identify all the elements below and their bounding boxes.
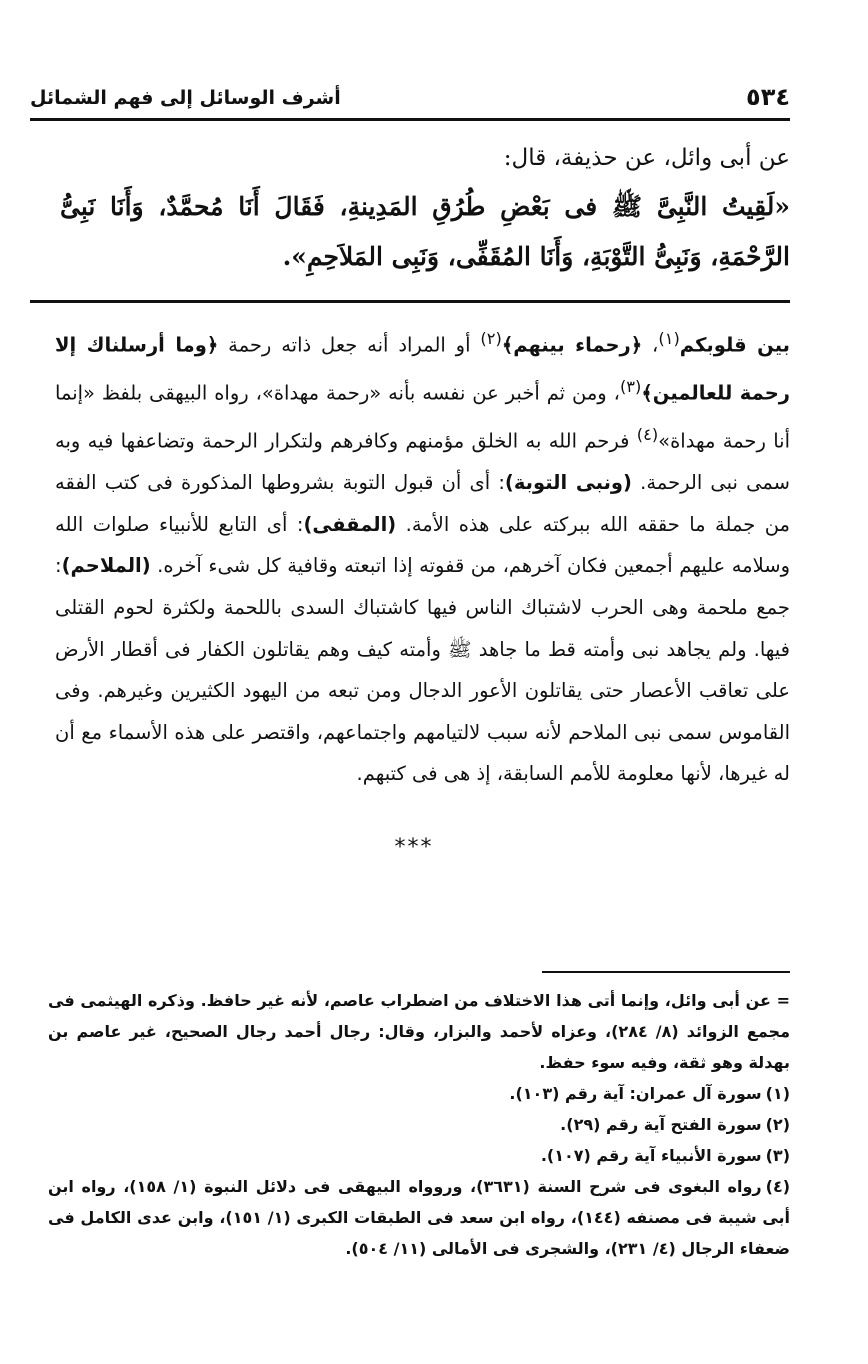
- footnote-item: [48, 1078, 790, 1109]
- hadith-chain: عن أبى وائل، عن حذيفة، قال:: [503, 145, 790, 171]
- footnote-text: سورة الأنبياء آية رقم (١٠٧).: [540, 1146, 762, 1165]
- commentary-text: ، ومن ثم أخبر عن نفسه بأنه «رحمة مهداة»، رواه البيهقى بلفظ «إنما أنا رحمة مهداة»: [55, 381, 790, 453]
- footnote-item: [48, 1171, 790, 1264]
- quran-quote: بين قلوبكم: [679, 333, 790, 357]
- commentary-paragraph: [55, 318, 790, 795]
- footnote-continuation: = عن أبى وائل، وإنما أتى هذا الاختلاف من اضطراب عاصم، لأنه غير حافظ. وذكره الهيثمى فى مجمع الزوائد (٨/ ٢٨٤)، وعزاه لأحمد والبزار، وقال: رجال أحمد رجال الصحيح، غير عاصم بن بهدلة وهو ثقة، وفيه سوء حفظ.: [48, 991, 790, 1072]
- quran-quote: ﴿وما أرسلناك إلا رحمة للعالمين﴾: [55, 333, 790, 405]
- footnote-ref: (١): [658, 329, 680, 348]
- term-heading: (ونبى التوبة): [504, 471, 632, 495]
- section-separator: ***: [394, 835, 434, 860]
- commentary-text: فرحم الله به الخلق مؤمنهم وكافرهم ولتكرار الرحمة وتضاعفها فيه وبه سمى نبى الرحمة.: [55, 429, 791, 495]
- footnote-text: رواه البغوى فى شرح السنة (٣٦٣١)، وروواه البيهقى فى دلائل النبوة (١/ ١٥٨)، رواه ابن أبى شيبة فى مصنفه (١٤٤)، رواه ابن سعد فى الطبقات الكبرى (١/ ١٥١)، وابن عدى الكامل فى ضعفاء الرجال (٤/ ٢٣١)، والشجرى فى الأمالى (١١/ ٥٠٤).: [48, 1177, 791, 1258]
- footnote-number: (٣): [765, 1146, 790, 1165]
- commentary-text: أو المراد أنه جعل ذاته رحمة: [218, 333, 481, 357]
- commentary-text: ،: [642, 333, 659, 357]
- footnote-text: سورة الفتح آية رقم (٢٩).: [560, 1115, 762, 1134]
- footnotes: [48, 985, 790, 1264]
- footnote-rule: [542, 971, 790, 973]
- quran-quote: ﴿رحماء بينهم﴾: [501, 333, 643, 357]
- footnote-text: سورة آل عمران: آية رقم (١٠٣).: [509, 1084, 762, 1103]
- commentary-text: : جمع ملحمة وهى الحرب لاشتباك الناس فيها كاشتباك السدى باللحمة ولكثرة لحوم القتلى فيها. ولم يجاهد نبى وأمته قط ما جاهد ﷺ وأمته كيف وهم يقاتلون الكفار فى أقطار الأرض على تعاقب الأعصار حتى يقاتلون الأعور الدجال ومن تبعه من اليهود الكثيرين وغيرهم. وفى القاموس سمى نبى الملاحم لأنه سبب لالتيامهم واجتماعهم، واقتصر على هذه الأسماء مع أن له غيرها، لأنها معلومة للأمم السابقة، إذ هى فى كتبهم.: [55, 554, 790, 786]
- term-heading: (المقفى): [303, 512, 397, 536]
- hadith-text: «لَقِيتُ النَّبِىَّ ﷺ فى بَعْضِ طُرُقِ المَدِينةِ، فَقَالَ أَنَا مُحمَّدٌ، وَأَنَا نَبِىُّ الرَّحْمَةِ، وَنَبِىُّ التَّوْبَةِ، وَأَنَا المُقَفِّى، وَنَبِى المَلاَحِمِ».: [60, 192, 790, 271]
- footnote-item: [48, 1109, 790, 1140]
- running-title: أشرف الوسائل إلى فهم الشمائل: [30, 87, 341, 109]
- footnote-number: (٢): [765, 1115, 790, 1134]
- footnote-number: (٤): [765, 1177, 791, 1196]
- footnote-item: [48, 1140, 790, 1171]
- footnote-ref: (٤): [636, 425, 659, 445]
- page-number: ٥٣٤: [746, 83, 790, 111]
- term-heading: (الملاحم): [61, 554, 151, 578]
- section-divider: [30, 300, 790, 303]
- footnote-number: (١): [765, 1084, 790, 1103]
- page-header: [30, 82, 790, 121]
- commentary-text: : أى أن قبول التوبة بشروطها المذكورة فى كتب الفقه من جملة ما حققه الله ببركته على هذه الأمة.: [55, 471, 791, 536]
- footnote-ref: (٣): [619, 377, 642, 397]
- footnote-ref: (٢): [480, 329, 502, 348]
- commentary-text: : أى التابع للأنبياء صلوات الله وسلامه عليهم أجمعين فكان آخرهم، من قفوته إذا اتبعته وقافية كل شىء آخره.: [55, 512, 790, 578]
